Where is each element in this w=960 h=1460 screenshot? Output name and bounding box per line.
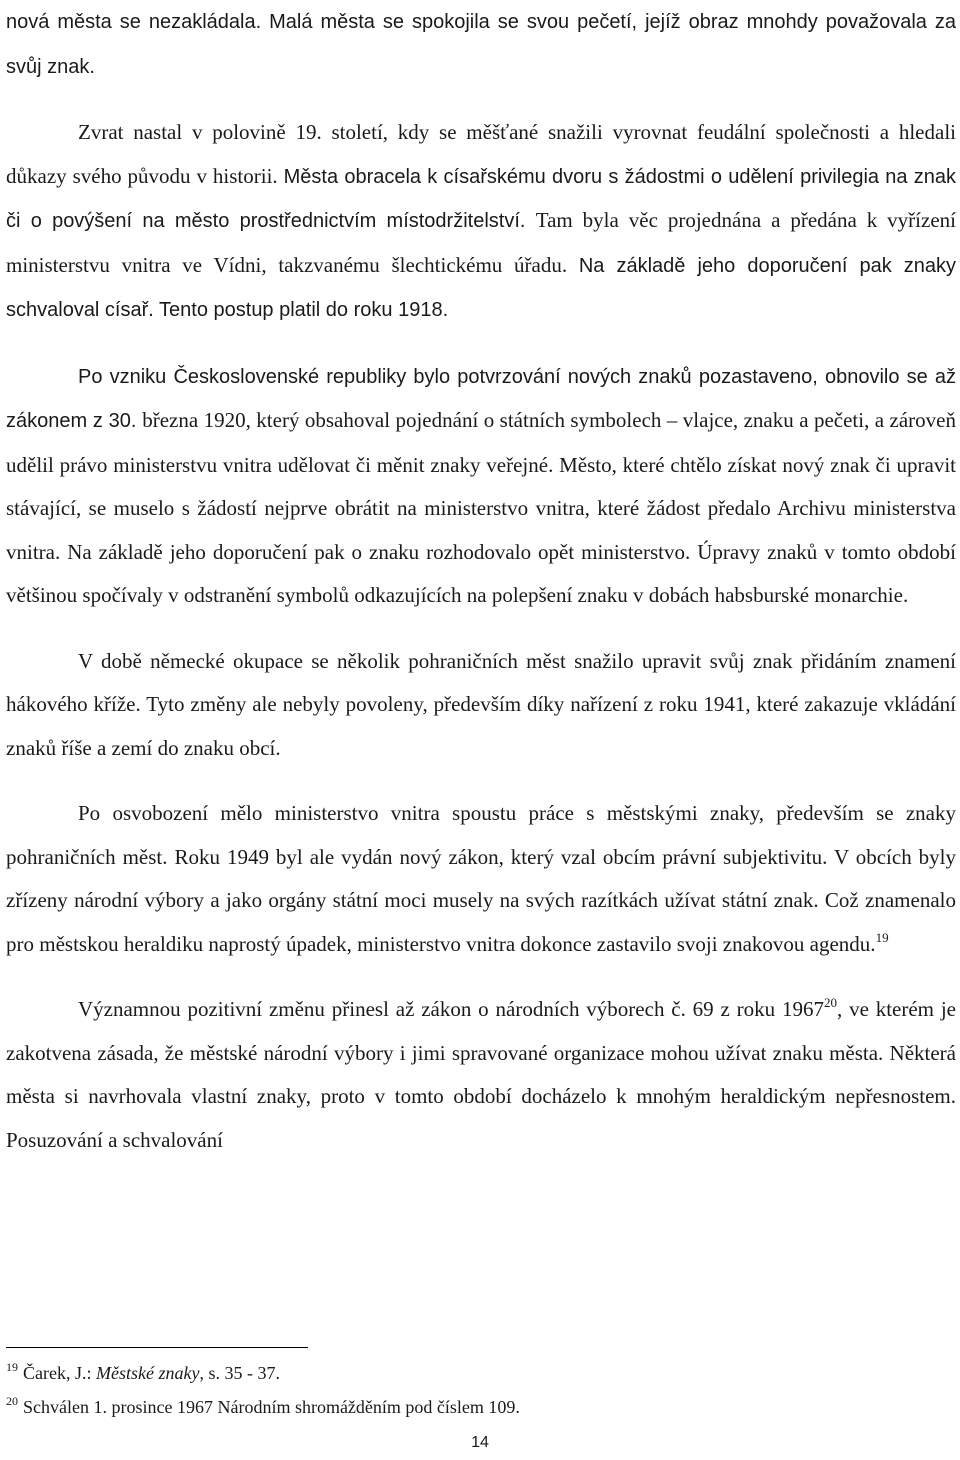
paragraph-3-text-b: března 1920, který obsahoval pojednání o státních symbolech – vlajce, znaku a pečeti, a zároveň udělil právo ministerstvu vnitra udělovat či měnit znaky veřejné. Město, které chtělo získat nový znak či upravit stávající, se muselo s žádostí nejprve obrátit na ministerstvo vnitra, které žádost předalo Archivu ministerstva vnitra. Na základě jeho doporučení pak o znaku rozhodovalo opět ministerstvo. Úpravy znaků v tomto období většinou spočívaly v odstranění symbolů odkazujících na polepšení znaku v dobách habsburské monarchie. [6, 408, 956, 607]
paragraph-gap [6, 770, 956, 792]
paragraph-2-text-a: Zvrat nastal v polovině 19. století, kdy se měšťané snažili vyrovnat feudální společnosti a hledali důkazy svého původu v historii. [6, 120, 956, 188]
paragraph-gap [6, 89, 956, 111]
paragraph-3 [6, 355, 956, 618]
paragraph-1-text: nová města se nezakládala. Malá města se spokojila se svou pečetí, jejíž obraz mnohdy považovala za svůj znak. [6, 11, 956, 78]
footnote-20 [6, 1390, 906, 1424]
footnote-number: 20 [6, 1394, 18, 1408]
paragraph-gap [6, 333, 956, 355]
footnote-ref-19[interactable]: 19 [875, 929, 889, 945]
paragraph-5-text: Po osvobození mělo ministerstvo vnitra spoustu práce s městskými znaky, především se znaky pohraničních měst. Roku 1949 byl ale vydán nový zákon, který vzal obcím právní subjektivitu. V obcích byly zřízeny národní výbory a jako orgány státní moci musely na svých razítkách užívat státní znak. Což znamenalo pro městskou heraldiku naprostý úpadek, ministerstvo vnitra dokonce zastavilo svoji znakovou agendu. [6, 801, 956, 956]
paragraph-gap [6, 618, 956, 640]
paragraph-6 [6, 988, 956, 1162]
footnote-text: , s. 35 - 37. [199, 1363, 280, 1383]
footnote-ref-20[interactable]: 20 [823, 995, 837, 1010]
footnote-separator [6, 1347, 308, 1348]
paragraph-2 [6, 111, 956, 333]
paragraph-3-text-a: Po vzniku Československé republiky bylo potvrzování nových znaků pozastaveno, obnovilo se až zákonem z 30. [6, 365, 956, 432]
footnotes [6, 1356, 906, 1424]
paragraph-4-text: V době německé okupace se několik pohraničních měst snažilo upravit svůj znak přidáním znamení hákového kříže. Tyto změny ale nebyly povoleny, především díky nařízení z roku 1941, které zakazuje vkládání znaků říše a zemí do znaku obcí. [6, 648, 956, 760]
footnote-number: 19 [6, 1360, 18, 1374]
footnote-text: Čarek, J.: [23, 1363, 96, 1383]
paragraph-2-text-b: Města obracela k císařskému dvoru s žádostmi o udělení privilegia na znak či o povýšení na město prostřednictvím místodržitelství. [6, 165, 957, 232]
footnote-text: Schválen 1. prosince 1967 Národním shromážděním pod číslem 109. [23, 1397, 520, 1417]
paragraph-4 [6, 640, 956, 771]
footnote-19 [6, 1356, 906, 1390]
paragraph-5 [6, 792, 956, 966]
footnote-italic-title: Městské znaky [95, 1363, 200, 1383]
page-body [6, 0, 956, 1162]
paragraph-gap [6, 966, 956, 988]
paragraph-6-text-b: , ve kterém je zakotvena zásada, že městské národní výbory i jimi spravované organizace mohou užívat znaku města. Některá města si navrhovala vlastní znaky, proto v tomto období docházelo k mnohým heraldickým nepřesnostem. Posuzování a schvalování [6, 997, 956, 1152]
paragraph-6-text-a: Významnou pozitivní změnu přinesl až zákon o národních výborech č. 69 z roku 1967 [78, 997, 824, 1021]
paragraph-2-text-d: Na základě jeho doporučení pak znaky schvaloval císař. Tento postup platil do roku 1918. [6, 254, 956, 321]
page-number: 14 [471, 1434, 489, 1451]
paragraph-1 [6, 0, 956, 89]
paragraph-2-text-c: Tam byla věc projednána a předána k vyřízení ministerstvu vnitra ve Vídni, takzvanému šlechtickému úřadu. [6, 208, 956, 277]
